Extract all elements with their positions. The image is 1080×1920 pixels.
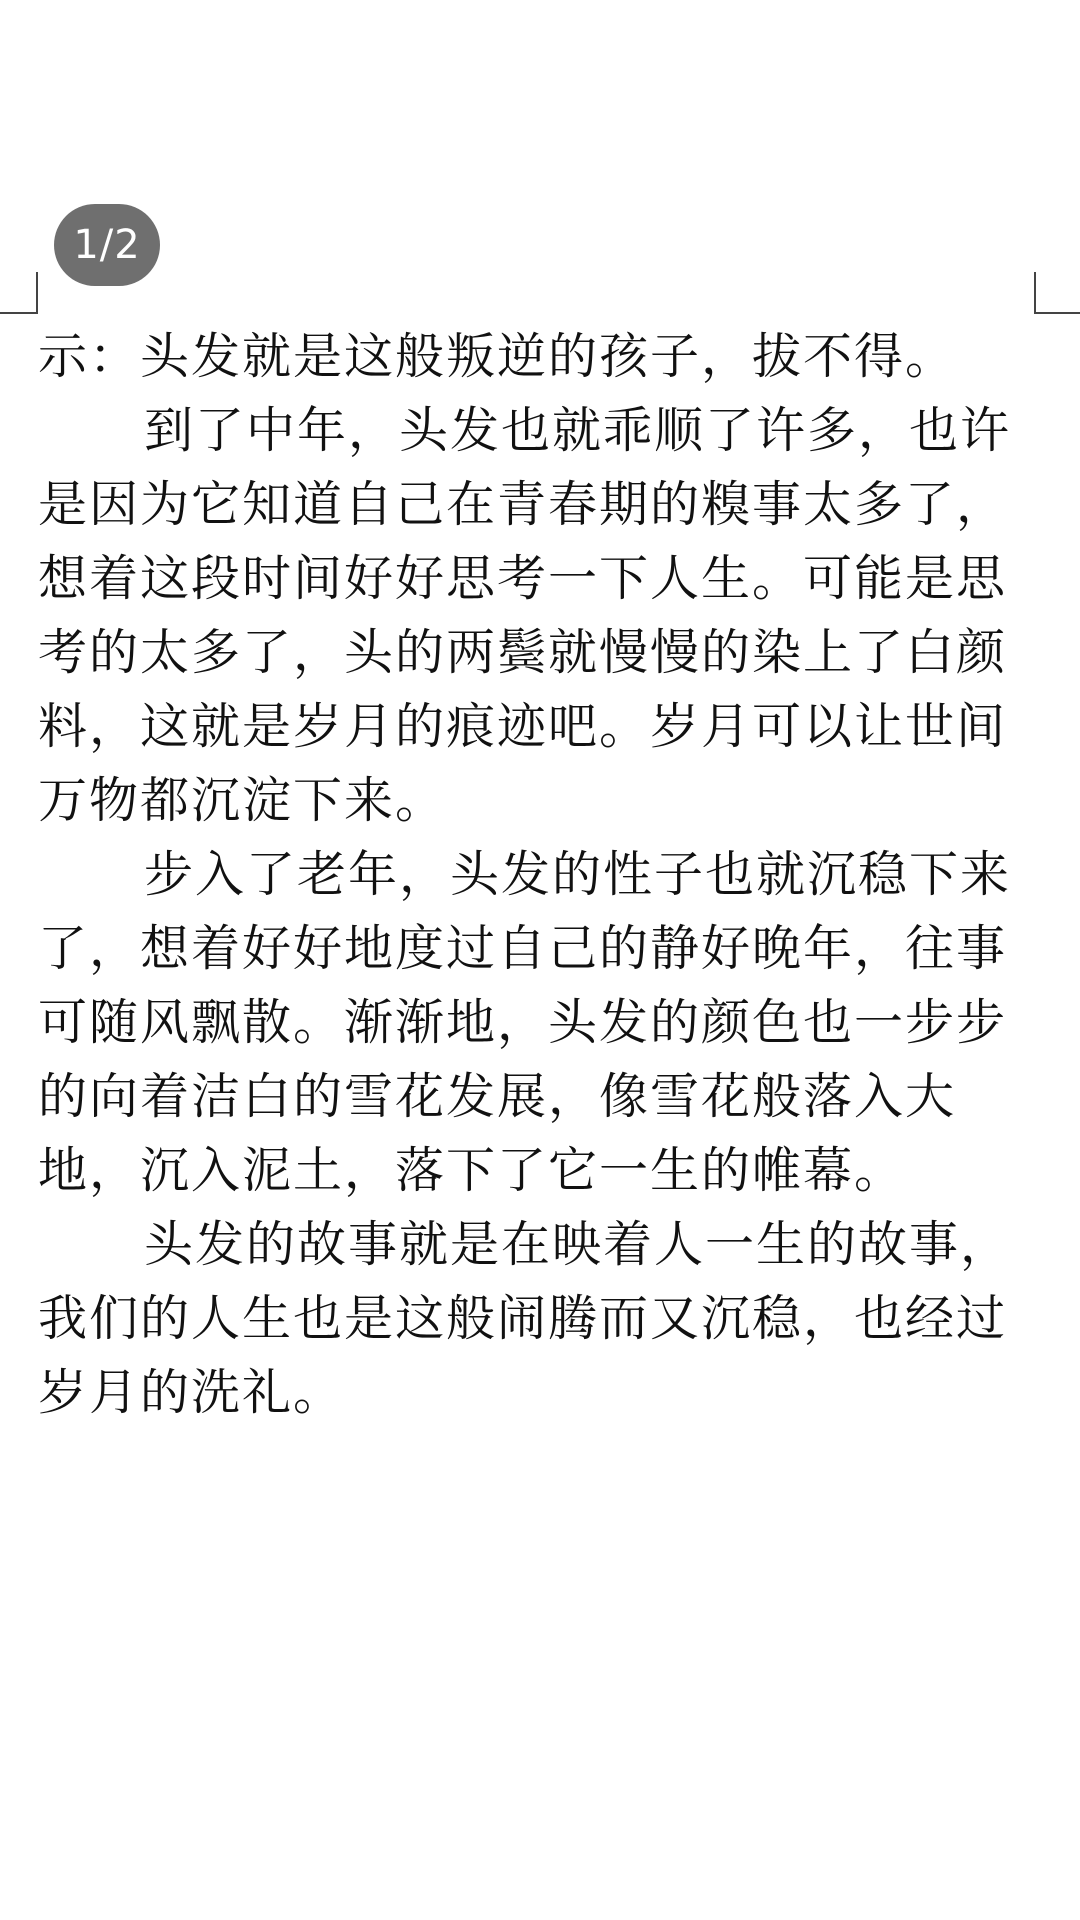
text-line: 的向着洁白的雪花发展，像雪花般落入大: [38, 1068, 957, 1125]
text-line: 万物都沉淀下来。: [38, 772, 447, 829]
text-line: 我们的人生也是这般闹腾而又沉稳，也经过: [38, 1290, 1008, 1347]
text-line: 步入了老年，头发的性子也就沉稳下来: [144, 846, 1012, 903]
text-line: 岁月的洗礼。: [38, 1364, 345, 1421]
text-line: 料，这就是岁月的痕迹吧。岁月可以让世间: [38, 698, 1008, 755]
text-line: 考的太多了，头的两鬓就慢慢的染上了白颜: [38, 624, 1008, 681]
crop-mark-top-left: [0, 272, 38, 314]
text-line: 示：头发就是这般叛逆的孩子，拔不得。: [38, 328, 957, 385]
text-line: 头发的故事就是在映着人一生的故事，: [144, 1216, 1012, 1273]
text-line: 了，想着好好地度过自己的静好晚年，往事: [38, 920, 1008, 977]
text-line: 到了中年，头发也就乖顺了许多，也许: [144, 402, 1012, 459]
text-line: 想着这段时间好好思考一下人生。可能是思: [38, 550, 1008, 607]
text-line: 地，沉入泥土，落下了它一生的帷幕。: [38, 1142, 906, 1199]
document-body[interactable]: [38, 320, 1038, 1430]
crop-mark-top-right: [1034, 272, 1080, 314]
text-line: 是因为它知道自己在青春期的糗事太多了，: [38, 476, 1008, 533]
page-indicator-text: 1/2: [73, 222, 141, 268]
text-line: 可随风飘散。渐渐地，头发的颜色也一步步: [38, 994, 1008, 1051]
page-indicator-badge: [54, 204, 160, 286]
